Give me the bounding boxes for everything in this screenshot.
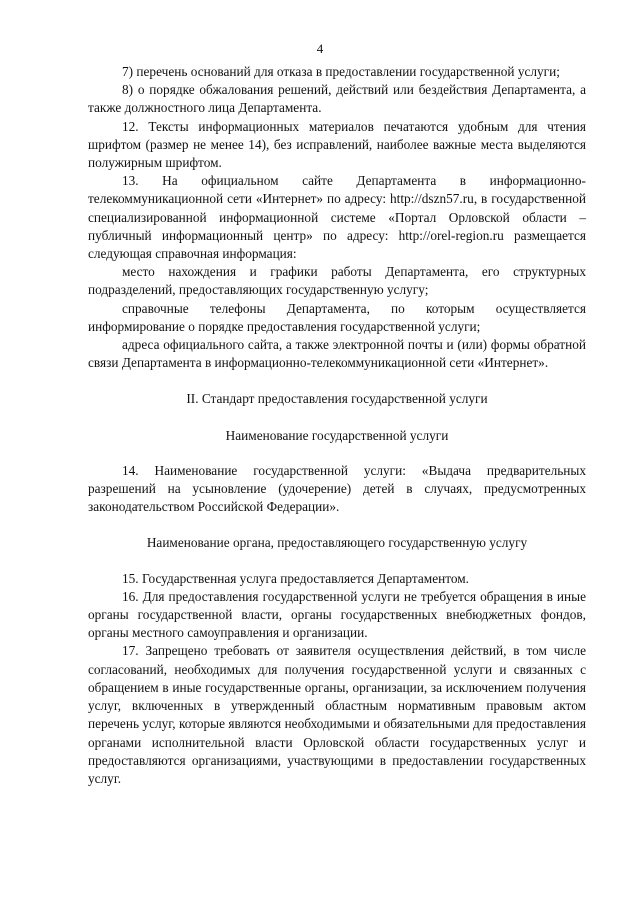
paragraph-17: 17. Запрещено требовать от заявителя осуществления действий, в том числе согласований, необходимых для получения государственной услуги и связанных с обращением в иные государственные органы, организации, за исключением получения услуг, включенных в утвержденный областным нормативным правовым актом перечень услуг, которые являются необходимыми и обязательными для предоставления органами исполнительной власти Орловской области государственных услуг и предоставляются организациями, участвующими в предоставлении государственных услуг. [88, 643, 586, 786]
spacer [88, 409, 586, 427]
paragraph-15: 15. Государственная услуга предоставляется Департаментом. [122, 570, 469, 586]
document-body [88, 63, 586, 788]
info-item-location: место нахождения и графики работы Департамента, его структурных подразделений, предоставляющих государственную услугу; [88, 264, 586, 298]
spacer [88, 553, 586, 570]
page-number: 4 [316, 41, 324, 56]
list-item-7: 7) перечень оснований для отказа в предоставлении государственной услуги; [122, 64, 560, 79]
info-item-addresses: адреса официального сайта, а также электронной почты и (или) формы обратной связи Департамента в информационно-телекоммуникационной сети «Интернет». [88, 337, 586, 371]
spacer [88, 372, 586, 390]
subsection-heading-service-name: Наименование государственной услуги [225, 427, 449, 443]
list-item-8: 8) о порядке обжалования решений, действий или бездействия Департамента, а также должностного лица Департамента. [88, 82, 586, 116]
subsection-heading-authority: Наименование органа, предоставляющего государственную услугу [146, 535, 528, 551]
spacer [88, 445, 586, 462]
info-item-phones: справочные телефоны Департамента, по которым осуществляется информирование о порядке предоставления государственной услуги; [88, 300, 586, 334]
paragraph-16: 16. Для предоставления государственной услуги не требуется обращения в иные органы государственной власти, органы государственных внебюджетных фондов, органы местного самоуправления и организации. [88, 588, 586, 641]
paragraph-12: 12. Тексты информационных материалов печатаются удобным для чтения шрифтом (размер не менее 14), без исправлений, наиболее важные места выделяются полужирным шрифтом. [88, 118, 586, 171]
paragraph-13: 13. На официальном сайте Департамента в информационно-телекоммуникационной сети «Интернет» по адресу: http://dszn57.ru, в государственной специализированной информационной системе «Портал Орловской области – публичный информационный центр» по адресу: http://orel-region.ru размещается следующая справочная информация: [88, 173, 586, 262]
section-heading: II. Стандарт предоставления государственной услуги [186, 391, 488, 407]
spacer [88, 516, 586, 534]
paragraph-14: 14. Наименование государственной услуги: «Выдача предварительных разрешений на усыновление (удочерение) детей в случаях, предусмотренных законодательством Российской Федерации». [88, 462, 586, 515]
